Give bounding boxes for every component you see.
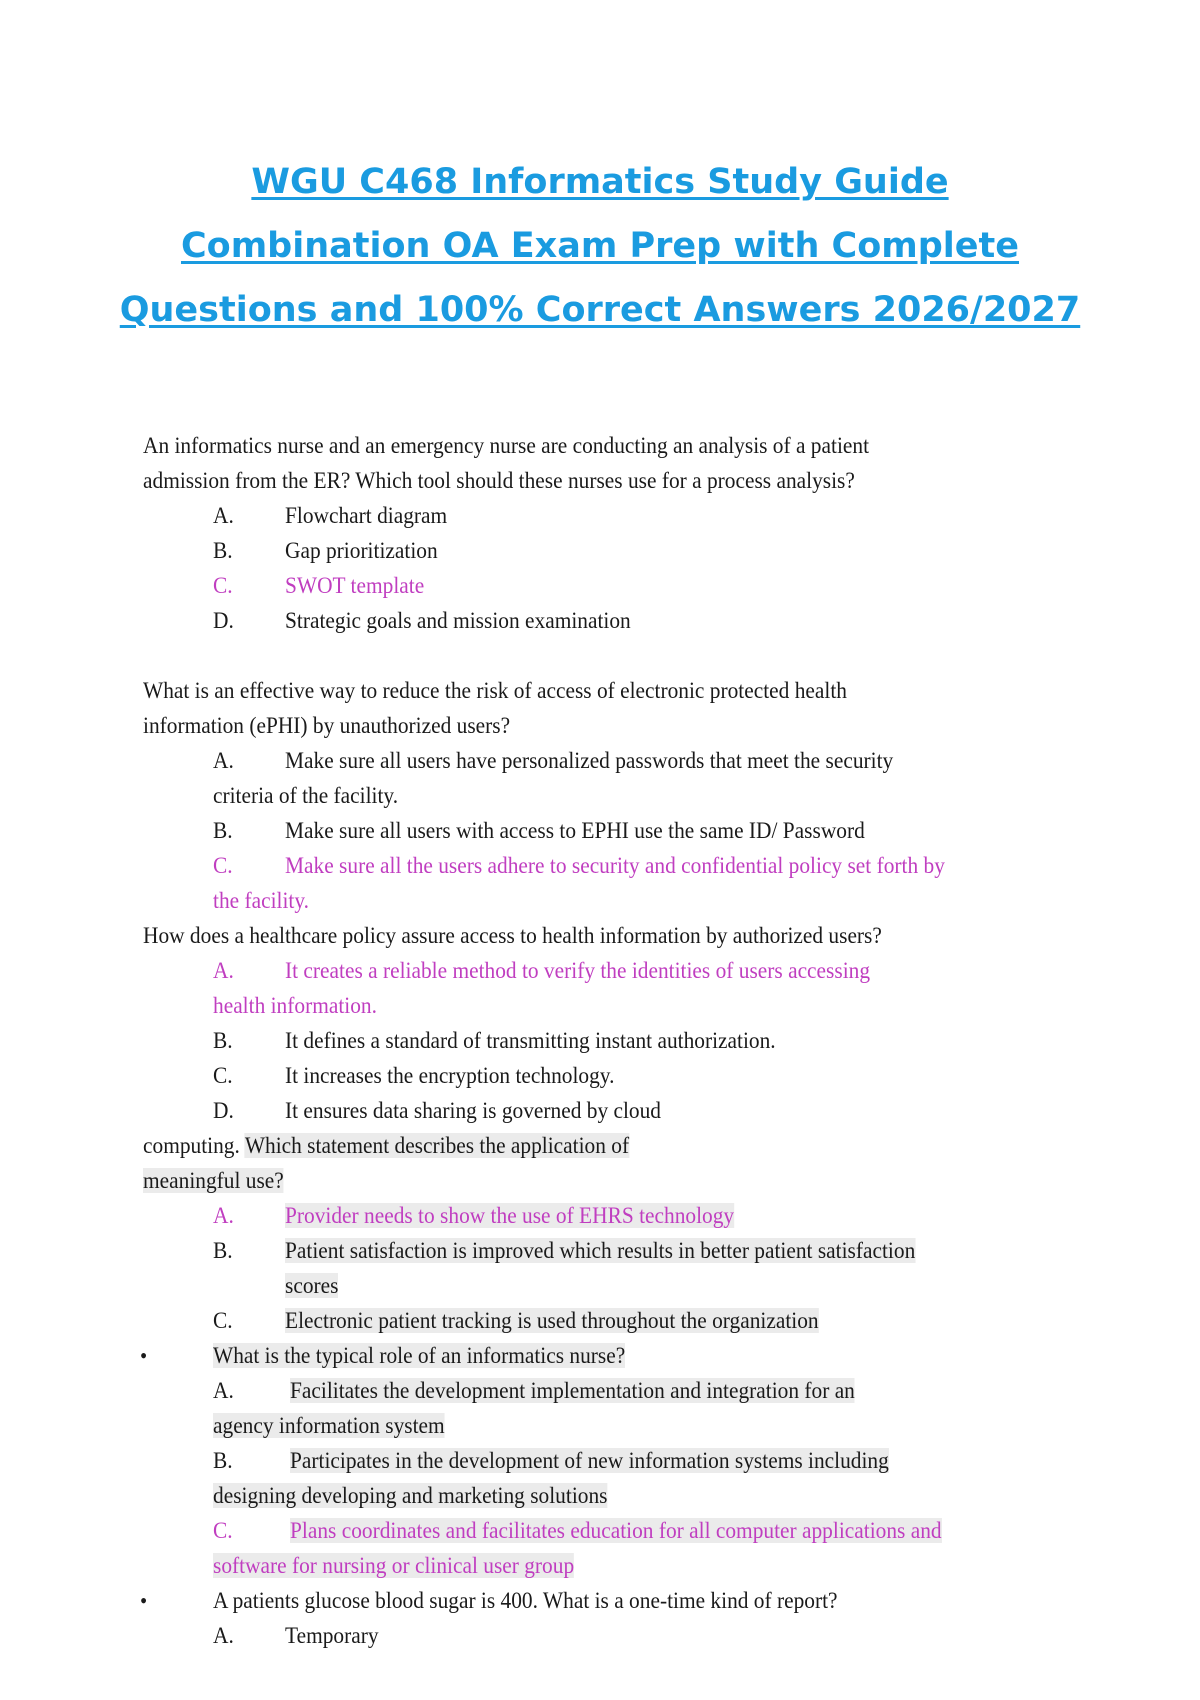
q2-option-c-correct-line-1: Make sure all the users adhere to security and confidential policy set forth by xyxy=(285,853,945,878)
q4-text-line-2: meaningful use? xyxy=(143,1168,284,1193)
q4-option-b-line-2: scores xyxy=(285,1273,339,1298)
q2-option-a-letter: A. xyxy=(213,748,234,773)
q4-text-line-2-wrapper xyxy=(143,1163,284,1198)
q3-option-c: It increases the encryption technology. xyxy=(285,1063,615,1088)
q6-bullet: • xyxy=(140,1588,148,1613)
q3-text-line-1: How does a healthcare policy assure access to health information by authorized users? xyxy=(143,923,882,948)
q2-option-b: Make sure all users with access to EPHI use the same ID/ Password xyxy=(285,818,865,843)
q4-text-line-1: Which statement describes the application of xyxy=(244,1133,630,1158)
q5-option-c-correct-line-2: software for nursing or clinical user group xyxy=(213,1553,575,1578)
q5-option-b-letter: B. xyxy=(213,1448,233,1473)
q1-option-d-letter: D. xyxy=(213,608,234,633)
q5-bullet: • xyxy=(140,1343,148,1368)
q5-option-b-line-1: Participates in the development of new information systems including xyxy=(290,1448,889,1473)
q2-option-a-line-2: criteria of the facility. xyxy=(213,783,399,808)
q5-option-b-line-2: designing developing and marketing solutions xyxy=(213,1483,608,1508)
q6-option-a-letter: A. xyxy=(213,1623,234,1648)
q1-option-d: Strategic goals and mission examination xyxy=(285,608,631,633)
q4-option-c-wrapper xyxy=(285,1303,819,1338)
q5-option-c-line-1-wrapper xyxy=(290,1513,942,1548)
q3-option-d-continuation-and-q4-line-1 xyxy=(143,1128,629,1163)
q3-option-b-letter: B. xyxy=(213,1028,233,1053)
q3-option-a-correct-line-1: It creates a reliable method to verify the identities of users accessing xyxy=(285,958,871,983)
q4-option-c: Electronic patient tracking is used throughout the organization xyxy=(285,1308,819,1333)
q5-option-b-line-2-wrapper xyxy=(213,1478,607,1513)
q1-text-line-2: admission from the ER? Which tool should these nurses use for a process analysis? xyxy=(143,468,855,493)
q4-option-a-correct: Provider needs to show the use of EHRS technology xyxy=(285,1203,735,1228)
q6-option-a: Temporary xyxy=(285,1623,379,1648)
q3-option-a-letter: A. xyxy=(213,958,234,983)
q1-option-a: Flowchart diagram xyxy=(285,503,448,528)
q5-text-line-1: What is the typical role of an informatics nurse? xyxy=(213,1343,626,1368)
q2-text-line-1: What is an effective way to reduce the risk of access of electronic protected health xyxy=(143,678,847,703)
q1-text-line-1: An informatics nurse and an emergency nurse are conducting an analysis of a patient xyxy=(143,433,870,458)
title-line-3: Questions and 100% Correct Answers 2026/2027 xyxy=(119,290,1081,330)
q1-option-b: Gap prioritization xyxy=(285,538,438,563)
q1-option-c-correct: SWOT template xyxy=(285,573,425,598)
q3-option-d: It ensures data sharing is governed by cloud xyxy=(285,1098,662,1123)
q3-option-b: It defines a standard of transmitting instant authorization. xyxy=(285,1028,776,1053)
document-title xyxy=(0,150,1200,342)
q6-text-line-1: A patients glucose blood sugar is 400. What is a one-time kind of report? xyxy=(213,1588,838,1613)
q3-option-d-line-2: computing. xyxy=(143,1133,240,1158)
q5-text-wrapper xyxy=(213,1338,625,1373)
q5-option-a-line-2: agency information system xyxy=(213,1413,445,1438)
q3-option-c-letter: C. xyxy=(213,1063,233,1088)
q4-option-a-wrapper xyxy=(285,1198,734,1233)
q4-option-b-letter: B. xyxy=(213,1238,233,1263)
q2-option-a-line-1: Make sure all users have personalized passwords that meet the security xyxy=(285,748,894,773)
q5-option-c-correct-line-1: Plans coordinates and facilitates education for all computer applications and xyxy=(290,1518,942,1543)
q5-option-a-line-2-wrapper xyxy=(213,1408,445,1443)
q5-option-c-line-2-wrapper xyxy=(213,1548,574,1583)
q4-option-b-line-1: Patient satisfaction is improved which results in better patient satisfaction xyxy=(285,1238,916,1263)
q5-option-a-letter: A. xyxy=(213,1378,234,1403)
q4-option-b-line-2-wrapper xyxy=(285,1268,338,1303)
q2-option-c-letter: C. xyxy=(213,853,233,878)
q4-option-a-letter: A. xyxy=(213,1203,234,1228)
title-line-1: WGU C468 Informatics Study Guide xyxy=(251,162,949,202)
q5-option-b-line-1-wrapper xyxy=(290,1443,889,1478)
q1-option-a-letter: A. xyxy=(213,503,234,528)
q1-option-b-letter: B. xyxy=(213,538,233,563)
q1-option-c-letter: C. xyxy=(213,573,233,598)
q4-option-c-letter: C. xyxy=(213,1308,233,1333)
title-line-2: Combination OA Exam Prep with Complete xyxy=(180,226,1020,266)
q2-option-b-letter: B. xyxy=(213,818,233,843)
q4-option-b-line-1-wrapper xyxy=(285,1233,915,1268)
q3-option-d-letter: D. xyxy=(213,1098,234,1123)
q5-option-a-line-1: Facilitates the development implementation and integration for an xyxy=(290,1378,855,1403)
q2-option-c-correct-line-2: the facility. xyxy=(213,888,310,913)
q3-option-a-correct-line-2: health information. xyxy=(213,993,377,1018)
q5-option-a-line-1-wrapper xyxy=(290,1373,855,1408)
q2-text-line-2: information (ePHI) by unauthorized users? xyxy=(143,713,511,738)
q5-option-c-letter: C. xyxy=(213,1518,233,1543)
